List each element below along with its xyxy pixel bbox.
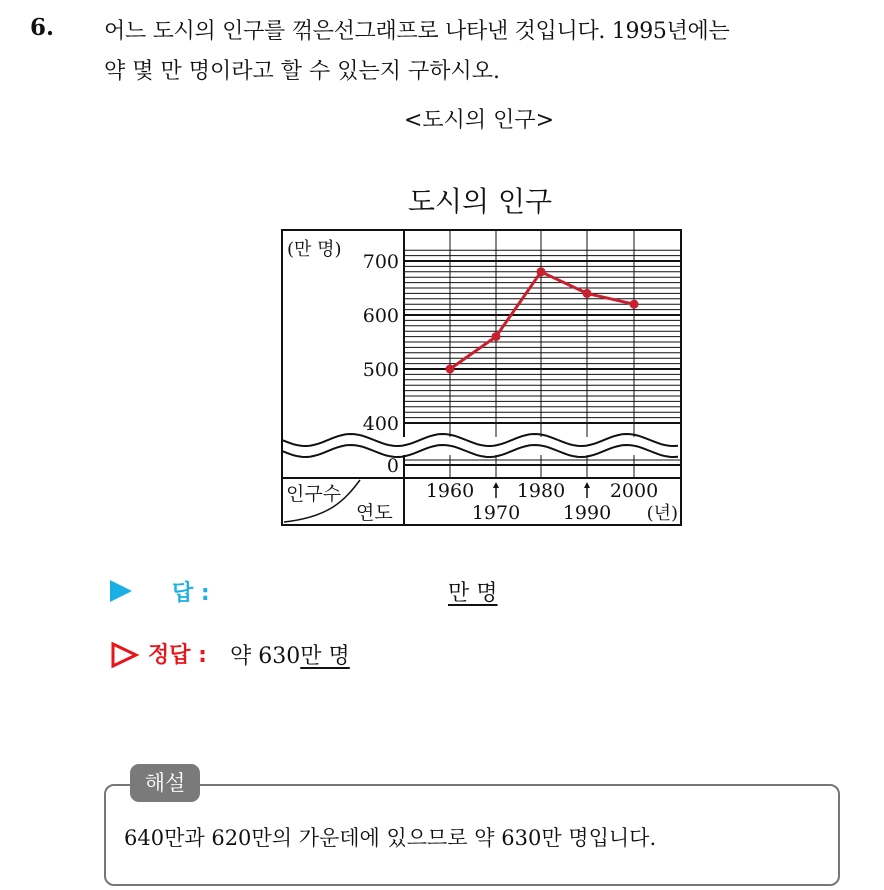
answer-row [108, 574, 608, 610]
axis-break-wave [282, 434, 680, 457]
chart-caption: <도시의 인구> [403, 108, 555, 133]
correct-answer-number: 약 630 [230, 644, 301, 669]
correct-answer-unit: 만 명 [300, 644, 350, 669]
y-tick-label: 500 [362, 359, 399, 381]
y-tick-label: 700 [362, 251, 399, 273]
correct-answer-row [108, 636, 608, 672]
corner-row-label: 인구수 [286, 483, 342, 505]
explanation-tag: 해설 [130, 764, 200, 802]
data-point [492, 332, 501, 341]
x-tick-arrow-head [493, 482, 499, 488]
x-tick-label: 1960 [425, 480, 475, 502]
correct-answer-value [230, 639, 350, 670]
question-text-line2: 약 몇 만 명이라고 할 수 있는지 구하시오. [104, 59, 500, 84]
x-tick-label: 1980 [516, 480, 566, 502]
x-tick-arrow-head [584, 482, 590, 488]
corner-col-label: 연도 [356, 502, 393, 524]
data-point [583, 289, 592, 298]
outline-arrow-icon [110, 641, 140, 671]
answer-label: 답 : [172, 581, 210, 606]
answer-blank-unit[interactable]: 만 명 [448, 581, 498, 606]
explanation-text: 640만과 620만의 가운데에 있으므로 약 630만 명입니다. [124, 826, 657, 850]
play-arrow-icon [110, 580, 132, 602]
question-text-line1: 어느 도시의 인구를 꺾은선그래프로 나타낸 것입니다. 1995년에는 [104, 19, 730, 44]
y-tick-label: 600 [362, 305, 399, 327]
x-tick-label: 1990 [562, 502, 612, 524]
chart-labels [286, 238, 678, 524]
y-tick-label: 0 [386, 455, 399, 477]
x-axis-unit-label: (년) [646, 503, 678, 524]
data-point [446, 365, 455, 374]
x-tick-label: 2000 [609, 480, 659, 502]
y-tick-label: 400 [362, 413, 399, 435]
data-point [630, 300, 639, 309]
question-number: 6. [30, 14, 55, 41]
correct-answer-label: 정답 : [148, 643, 207, 668]
chart-title: 도시의 인구 [407, 185, 553, 218]
data-point [537, 267, 546, 276]
x-tick-label: 1970 [471, 502, 521, 524]
y-axis-unit-label: (만 명) [287, 239, 342, 260]
